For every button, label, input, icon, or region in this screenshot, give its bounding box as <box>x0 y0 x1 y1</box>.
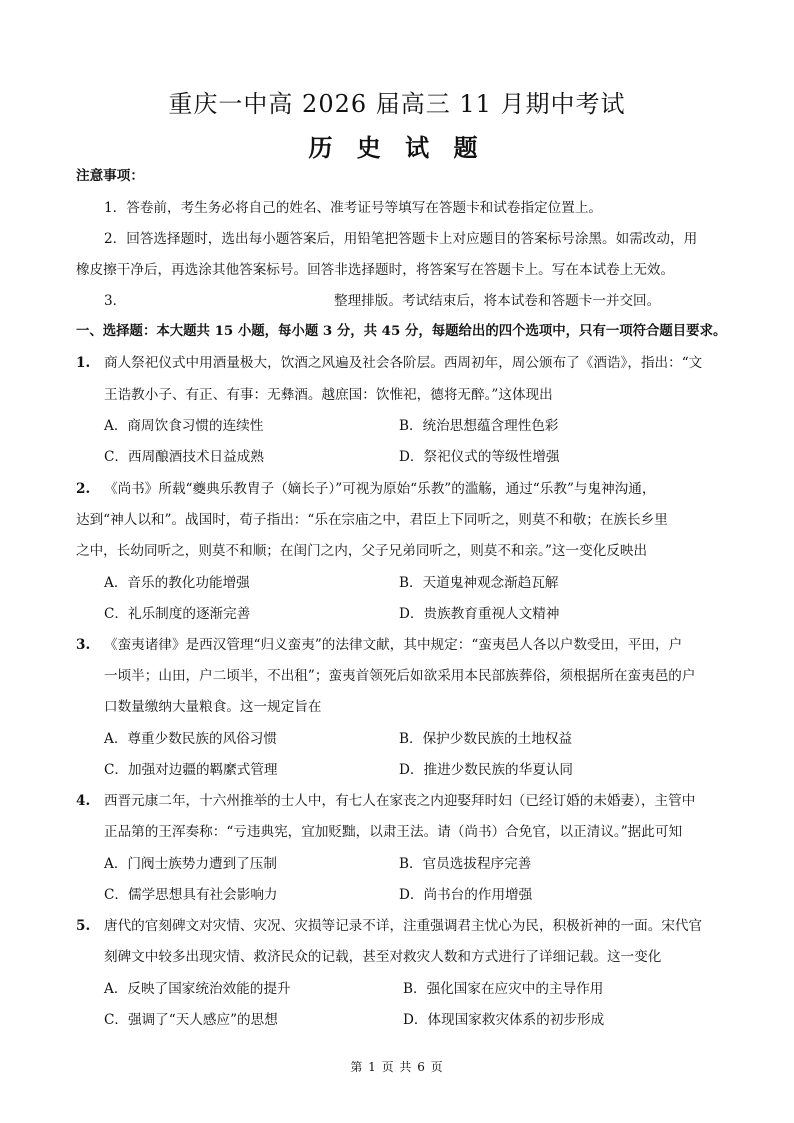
question-text-line: 正品第的王浑奏称：“亏违典宪，宜加贬黜，以肃王法。请（尚书）合免官，以正清议。”据此可知 <box>104 824 683 840</box>
exam-subtitle: 历 史 试 题 <box>308 133 486 162</box>
notice-item-3-num: 3． <box>104 293 127 309</box>
notice-heading: 注意事项： <box>76 168 144 184</box>
notice-item-2-line-2: 橡皮擦干净后，再选涂其他答案标号。回答非选择题时，将答案写在答题卡上。写在本试卷上无效。 <box>76 262 675 278</box>
question-text-line: 王诰教小子、有正、有事：无彝酒。越庶国：饮惟祀，德将无醉。”这体现出 <box>104 387 553 403</box>
option-b: B．强化国家在应灾中的主导作用 <box>403 981 604 997</box>
question-text-line: 《蛮夷诸律》是西汉管理“归义蛮夷”的法律文献，其中规定：“蛮夷邑人各以户数受田，平田，户 <box>104 637 683 653</box>
option-c: C．强调了“天人感应”的思想 <box>104 1012 278 1028</box>
option-b: B．官员选拔程序完善 <box>399 856 532 872</box>
option-c: C．礼乐制度的逐渐完善 <box>104 606 251 622</box>
notice-item-3-text: 整理排版。考试结束后，将本试卷和答题卡一并交回。 <box>334 293 661 309</box>
option-d: D．尚书台的作用增强 <box>399 887 533 903</box>
question-text-line: 西晋元康二年，十六州推举的士人中，有七人在家丧之内迎娶拜时妇（已经订婚的未婚妻），主管中 <box>104 793 696 809</box>
question-text-line: 唐代的官刻碑文对灾情、灾况、灾损等记录不详，注重强调君主忧心为民，积极祈神的一面。宋代官 <box>104 918 703 934</box>
option-d: D．贵族教育重视人文精神 <box>399 606 560 622</box>
option-d: D．推进少数民族的华夏认同 <box>399 762 574 778</box>
question-text-line: 《尚书》所载“夔典乐教胄子（嫡长子）”可视为原始“乐教”的滥觞，通过“乐教”与鬼神沟通， <box>104 481 656 497</box>
option-c: C．西周酿酒技术日益成熟 <box>104 449 264 465</box>
notice-item-1: 1．答卷前，考生务必将自己的姓名、准考证号等填写在答题卡和试卷指定位置上。 <box>104 200 603 216</box>
option-a: A．门阀士族势力遭到了压制 <box>104 856 277 872</box>
question-text-line: 达到“神人以和”。战国时，荀子指出：“乐在宗庙之中，君臣上下同听之，则莫不和敬；在族长乡里 <box>76 512 668 528</box>
exam-title: 重庆一中高 2026 届高三 11 月期中考试 <box>168 90 626 118</box>
option-a: A．反映了国家统治效能的提升 <box>104 981 291 997</box>
option-d: D．体现国家救灾体系的初步形成 <box>403 1012 605 1028</box>
question-text-line: 之中，长幼同听之，则莫不和顺；在闺门之内，父子兄弟同听之，则莫不和亲。”这一变化反映出 <box>76 543 648 559</box>
option-a: A．商周饮食习惯的连续性 <box>104 418 264 434</box>
section-heading: 一、选择题：本大题共 15 小题，每小题 3 分，共 45 分，每题给出的四个选项中，只有一项符合题目要求。 <box>76 323 727 339</box>
option-d: D．祭祀仪式的等级性增强 <box>399 449 560 465</box>
option-a: A．尊重少数民族的风俗习惯 <box>104 731 277 747</box>
page-footer: 第 1 页 共 6 页 <box>350 1060 444 1074</box>
option-b: B．统治思想蕴含理性色彩 <box>399 418 559 434</box>
option-a: A．音乐的教化功能增强 <box>104 575 250 591</box>
option-c: C．加强对边疆的羁縻式管理 <box>104 762 278 778</box>
option-b: B．天道鬼神观念渐趋瓦解 <box>399 575 559 591</box>
question-text-line: 刻碑文中较多出现灾情、救济民众的记载，甚至对救灾人数和方式进行了详细记载。这一变化 <box>104 949 662 965</box>
notice-item-2-line-1: 2．回答选择题时，选出每小题答案后，用铅笔把答题卡上对应题目的答案标号涂黑。如需改动，用 <box>104 231 698 247</box>
question-number: 4. <box>76 793 91 809</box>
question-number: 3. <box>76 637 91 653</box>
question-number: 1. <box>76 355 91 371</box>
question-number: 2. <box>76 481 91 497</box>
question-text-line: 商人祭祀仪式中用酒量极大，饮酒之风遍及社会各阶层。西周初年，周公颁布了《酒诰》，指出：“文 <box>104 355 703 371</box>
question-text-line: 一顷半；山田，户二顷半，不出租”；蛮夷首领死后如欲采用本民部族葬俗，须根据所在蛮夷邑的户 <box>104 668 696 684</box>
question-number: 5. <box>76 918 91 934</box>
option-b: B．保护少数民族的土地权益 <box>399 731 573 747</box>
option-c: C．儒学思想具有社会影响力 <box>104 887 278 903</box>
question-text-line: 口数量缴纳大量粮食。这一规定旨在 <box>104 699 322 715</box>
